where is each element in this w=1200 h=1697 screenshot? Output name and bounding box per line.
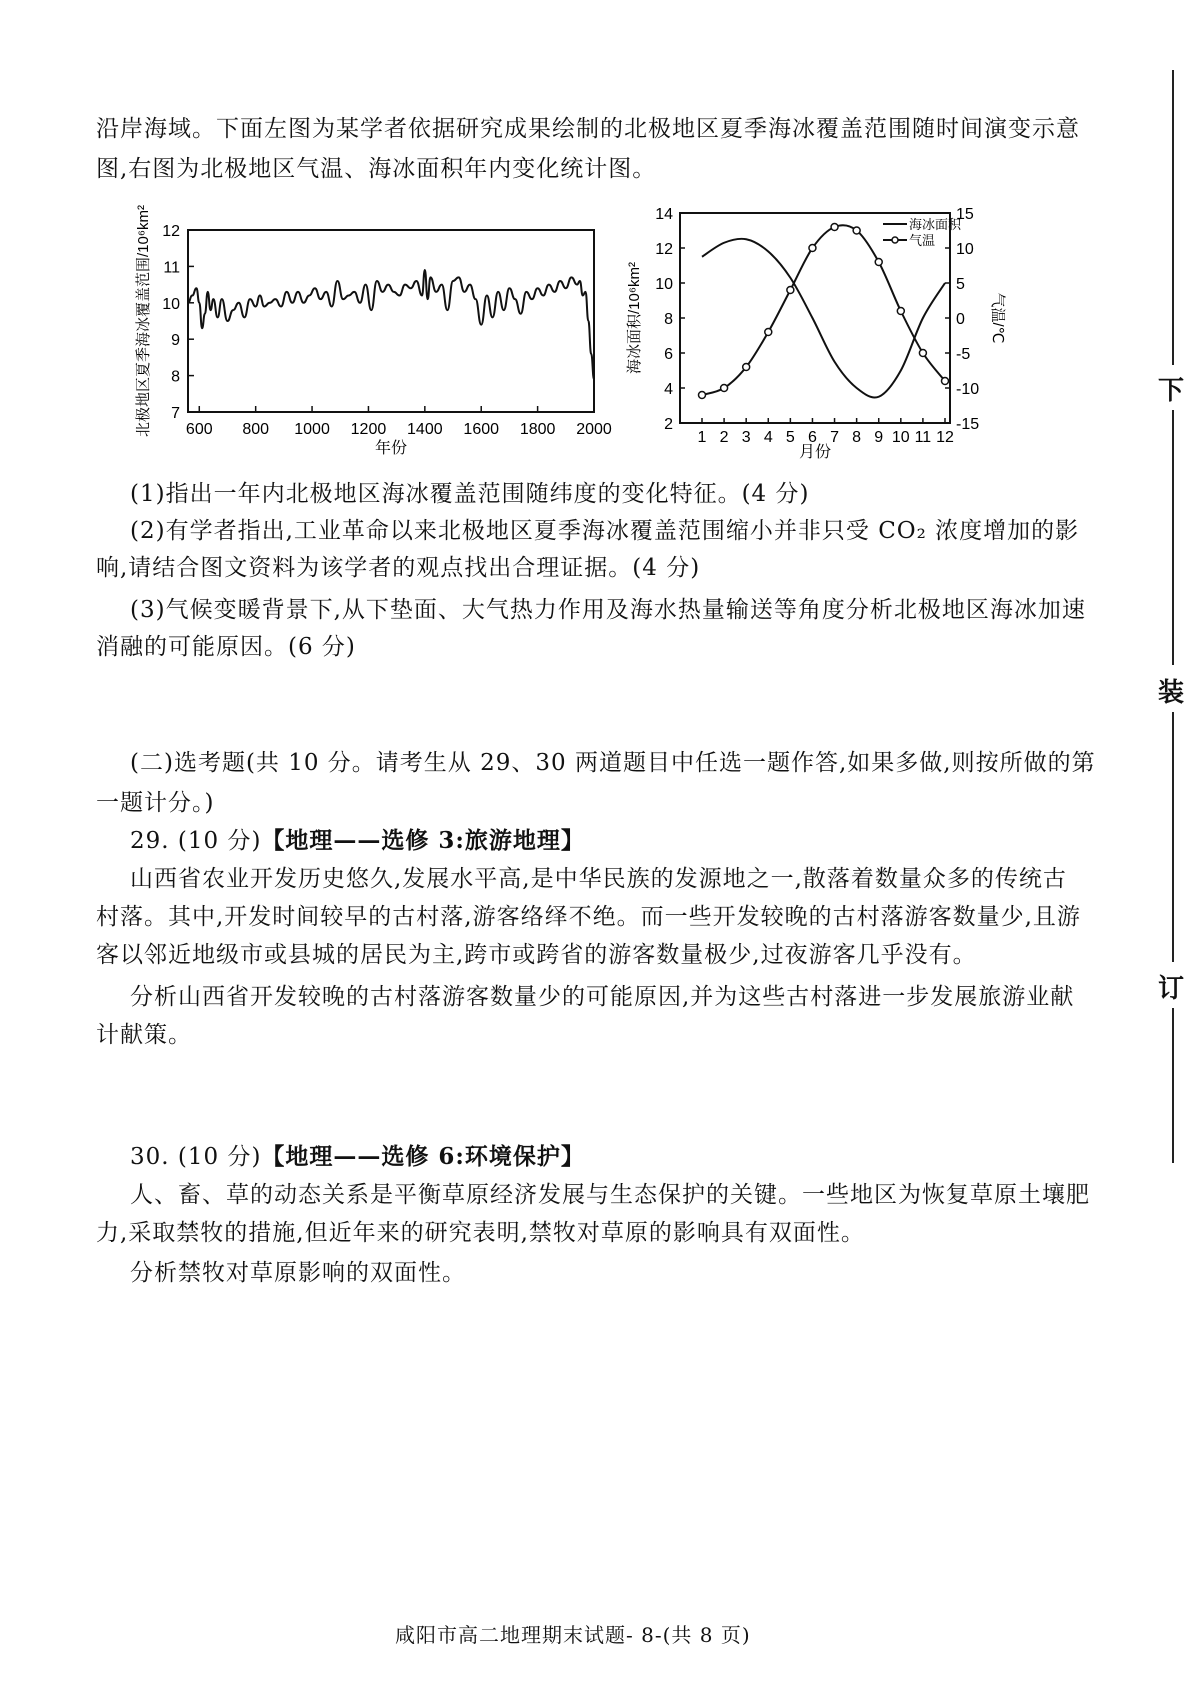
q29-para-line-1: 山西省农业开发历史悠久,发展水平高,是中华民族的发源地之一,散落着数量众多的传统古 [130, 866, 1067, 892]
binding-line-1 [1172, 70, 1174, 365]
right-y-tick-label: 14 [655, 206, 673, 223]
binding-char-2: 装 [1158, 678, 1185, 708]
left-x-tick-label: 800 [242, 421, 270, 438]
right-x-tick-label: 2 [719, 429, 729, 446]
left-x-axis-label: 年份 [374, 440, 408, 457]
right-x-tick-label: 11 [914, 429, 932, 446]
right-y-tick-label: 6 [664, 346, 673, 363]
left-plot-frame [188, 230, 594, 412]
q30-para-line-1: 人、畜、草的动态关系是平衡草原经济发展与生态保护的关键。一些地区为恢复草原土壤肥 [130, 1182, 1090, 1208]
right-x-tick-label: 7 [830, 429, 839, 446]
right-x-tick-label: 6 [808, 429, 817, 446]
legend-temp-label: 气温 [909, 233, 936, 248]
temperature-point [699, 392, 706, 399]
right-x-tick-label: 3 [741, 429, 751, 446]
q30-number: 30. (10 分) [130, 1144, 262, 1170]
left-y-tick-label: 9 [171, 332, 180, 350]
temperature-point [942, 378, 949, 385]
left-y-tick-label: 11 [163, 259, 180, 277]
arctic-monthly-chart [625, 195, 1010, 470]
right-y2-tick-label: 0 [956, 311, 965, 328]
legend-temp-marker [892, 237, 898, 243]
left-x-tick-label: 1400 [407, 421, 443, 438]
question-1: (1)指出一年内北极地区海冰覆盖范围随纬度的变化特征。(4 分) [130, 481, 810, 507]
right-y2-tick-label: -5 [956, 346, 971, 363]
right-y-tick-label: 8 [664, 311, 673, 328]
left-x-tick-label: 2000 [576, 421, 612, 438]
right-y2-axis-label: 气温/℃ [989, 292, 1006, 344]
temperature-point [831, 224, 838, 231]
temperature-point [765, 329, 772, 336]
q30-ask: 分析禁牧对草原影响的双面性。 [130, 1260, 466, 1286]
left-x-tick-label: 1600 [463, 421, 500, 438]
right-x-tick-label: 9 [874, 429, 884, 446]
binding-char-1: 下 [1158, 376, 1185, 406]
page-footer: 咸阳市高二地理期末试题- 8-(共 8 页) [395, 1623, 751, 1647]
binding-char-3: 订 [1158, 974, 1185, 1004]
sea-ice-history-chart [128, 195, 618, 470]
left-x-tick-label: 1200 [350, 421, 387, 438]
q29-title: 【地理——选修 3:旅游地理】 [261, 827, 585, 854]
intro-line-1: 沿岸海域。下面左图为某学者依据研究成果绘制的北极地区夏季海冰覆盖范围随时间演变示意 [96, 116, 1080, 142]
right-y2-tick-label: 10 [956, 241, 974, 258]
right-x-tick-label: 8 [852, 429, 862, 446]
left-y-tick-label: 12 [162, 223, 180, 240]
left-x-tick-label: 600 [185, 421, 213, 438]
q30-header [130, 1140, 585, 1174]
binding-line-2 [1172, 410, 1174, 665]
temperature-point [721, 385, 728, 392]
right-y2-tick-label: -10 [956, 381, 980, 398]
right-y-axis-label: 海冰面积/10⁶km² [626, 261, 643, 375]
right-x-axis-label: 月份 [798, 444, 832, 461]
right-x-tick-label: 5 [785, 429, 795, 446]
section-2-line-2: 一题计分。) [96, 790, 215, 816]
right-x-tick-label: 1 [697, 429, 707, 446]
temperature-point [787, 287, 794, 294]
q29-header [130, 824, 585, 858]
question-2-line-2: 响,请结合图文资料为该学者的观点找出合理证据。(4 分) [96, 555, 701, 581]
right-y2-tick-label: 5 [956, 276, 965, 293]
right-y-tick-label: 12 [655, 241, 673, 258]
temperature-point [897, 308, 904, 315]
q29-para-line-2: 村落。其中,开发时间较早的古村落,游客络绎不绝。而一些开发较晚的古村落游客数量少,且游 [96, 904, 1081, 930]
q30-para-line-2: 力,采取禁牧的措施,但近年来的研究表明,禁牧对草原的影响具有双面性。 [96, 1220, 865, 1246]
left-x-tick-label: 1000 [294, 421, 330, 438]
right-x-tick-label: 10 [891, 429, 910, 446]
temperature-line [702, 225, 945, 395]
binding-line-3 [1172, 712, 1174, 962]
sea-ice-area-line [702, 239, 945, 398]
q29-ask-line-2: 计献策。 [96, 1022, 192, 1048]
question-3-line-2: 消融的可能原因。(6 分) [96, 634, 356, 660]
left-y-axis-label: 北极地区夏季海冰覆盖范围/10⁶km² [135, 204, 152, 438]
intro-line-2: 图,右图为北极地区气温、海冰面积年内变化统计图。 [96, 156, 657, 182]
temperature-point [743, 364, 750, 371]
question-3-line-1: (3)气候变暖背景下,从下垫面、大气热力作用及海水热量输送等角度分析北极地区海冰加速 [130, 597, 1086, 623]
right-y-tick-label: 2 [664, 416, 673, 433]
left-y-tick-label: 7 [171, 405, 180, 422]
right-y2-tick-label: -15 [956, 416, 980, 433]
right-x-tick-label: 12 [936, 429, 954, 446]
temperature-point [809, 245, 816, 252]
question-2-line-1: (2)有学者指出,工业革命以来北极地区夏季海冰覆盖范围缩小并非只受 CO₂ 浓度增加的影 [130, 518, 1080, 544]
sea-ice-history-line [188, 270, 594, 379]
binding-line-4 [1172, 1008, 1174, 1163]
left-y-tick-label: 8 [171, 368, 180, 386]
q29-number: 29. (10 分) [130, 828, 262, 854]
q29-para-line-3: 客以邻近地级市或县城的居民为主,跨市或跨省的游客数量极少,过夜游客几乎没有。 [96, 942, 977, 968]
left-x-tick-label: 1800 [519, 421, 556, 438]
right-x-tick-label: 4 [763, 429, 773, 446]
right-y2-tick-label: 15 [956, 206, 974, 223]
temperature-point [875, 259, 882, 266]
section-2-line-1: (二)选考题(共 10 分。请考生从 29、30 两道题目中任选一题作答,如果多做,则按所做的第 [130, 750, 1096, 776]
right-y-tick-label: 4 [664, 381, 673, 398]
q30-title: 【地理——选修 6:环境保护】 [261, 1143, 585, 1170]
legend-ice-label: 海冰面积 [909, 217, 962, 232]
q29-ask-line-1: 分析山西省开发较晚的古村落游客数量少的可能原因,并为这些古村落进一步发展旅游业献 [130, 984, 1075, 1010]
temperature-point [919, 350, 926, 357]
left-y-tick-label: 10 [162, 295, 180, 313]
temperature-point [853, 227, 860, 234]
right-y-tick-label: 10 [655, 276, 673, 293]
